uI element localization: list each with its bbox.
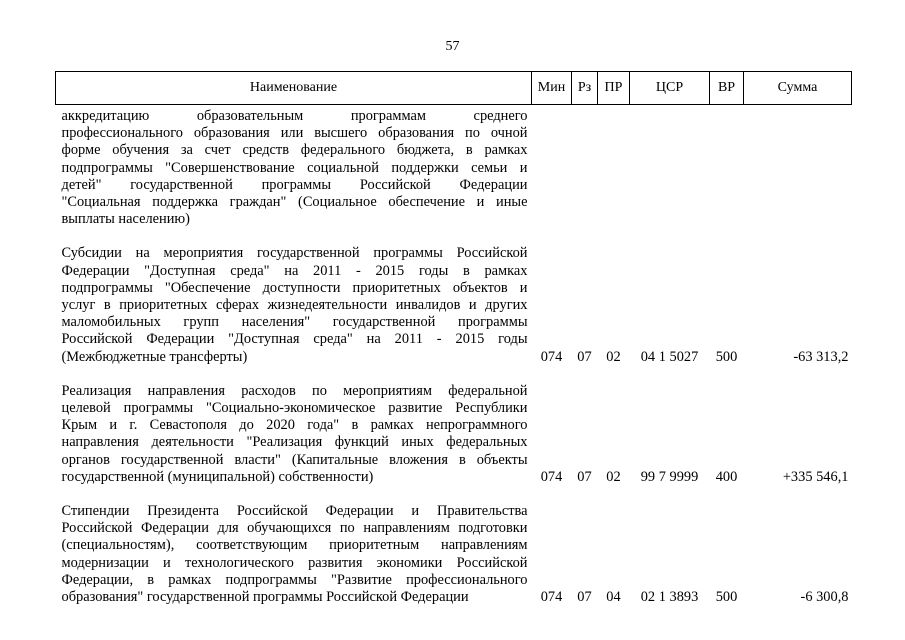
row-min: 074 xyxy=(540,589,563,606)
row-csr xyxy=(630,105,710,229)
table-row xyxy=(56,105,852,229)
name-line: аккредитацию образовательным программам среднего xyxy=(61,108,528,124)
row-vr: 500 xyxy=(715,348,738,365)
name-line: направления деятельности "Реализация функций иных федеральных xyxy=(61,434,528,451)
name-line: целевой программы "Социально-экономическое развитие Республики xyxy=(61,400,528,417)
name-line: маломобильных групп населения" государственной программы xyxy=(61,314,528,331)
name-line: государственной (муниципальной) собственности) xyxy=(61,468,374,485)
row-rz: 07 xyxy=(577,589,592,606)
row-name xyxy=(56,228,532,365)
row-csr: 99 7 9999 xyxy=(640,468,699,485)
row-rz: 07 xyxy=(577,468,592,485)
header-rz: Рз xyxy=(572,72,598,105)
name-line: выплаты населению) xyxy=(61,211,190,228)
row-vr xyxy=(710,105,744,229)
row-vr: 500 xyxy=(715,589,738,606)
row-name xyxy=(56,105,532,229)
header-name: Наименование xyxy=(56,72,532,105)
row-min: 074 xyxy=(540,468,563,485)
header-min: Мин xyxy=(532,72,572,105)
row-csr: 02 1 3893 xyxy=(640,589,699,606)
row-name xyxy=(56,486,532,606)
name-line: подпрограммы "Совершенствование социальной поддержки семьи и xyxy=(61,159,528,176)
name-line: услуг в приоритетных сферах жизнедеятельности инвалидов и других xyxy=(61,297,528,314)
row-name xyxy=(56,366,532,486)
header-sum: Сумма xyxy=(744,72,852,105)
name-line: детей" государственной программы Российской Федерации xyxy=(61,176,528,193)
row-pr: 04 xyxy=(606,589,621,606)
row-rz xyxy=(572,105,598,229)
name-line: "Социальная поддержка граждан" (Социальное обеспечение и иные xyxy=(61,194,528,211)
row-sum: +335 546,1 xyxy=(782,468,849,485)
row-pr: 02 xyxy=(606,348,621,365)
header-pr: ПР xyxy=(598,72,630,105)
name-line: модернизации и технологического развития экономики Российской xyxy=(61,554,528,571)
name-line: Субсидии на мероприятия государственной программы Российской xyxy=(61,245,528,262)
row-sum xyxy=(744,105,852,229)
name-line: Российской Федерации "Доступная среда" на 2011 - 2015 годы xyxy=(61,331,528,348)
table-row xyxy=(56,228,852,365)
table-body xyxy=(56,105,852,607)
row-csr: 04 1 5027 xyxy=(640,348,699,365)
row-min xyxy=(532,105,572,229)
header-csr: ЦСР xyxy=(630,72,710,105)
row-sum: -6 300,8 xyxy=(800,589,849,606)
name-line: профессионального образования или высшего образования по очной xyxy=(61,125,528,142)
name-line: образования" государственной программы Российской Федерации xyxy=(61,589,469,606)
budget-table xyxy=(55,71,852,606)
row-rz: 07 xyxy=(577,348,592,365)
page-number: 57 xyxy=(445,39,460,54)
name-line: Федерации "Доступная среда" на 2011 - 2015 годы в рамках xyxy=(61,262,528,279)
row-pr xyxy=(598,105,630,229)
name-line: форме обучения за счет средств федерального бюджета, в рамках xyxy=(61,142,528,159)
name-line: Федерации, в рамках подпрограммы "Развитие профессионального xyxy=(61,571,528,588)
name-line: подпрограммы "Обеспечение доступности приоритетных объектов и xyxy=(61,279,528,296)
name-line: Стипендии Президента Российской Федерации и Правительства xyxy=(61,503,528,520)
table-row xyxy=(56,486,852,606)
name-line: Крым и г. Севастополя до 2020 года" в рамках непрограммного xyxy=(61,417,528,434)
row-min: 074 xyxy=(540,348,563,365)
row-vr: 400 xyxy=(715,468,738,485)
name-line: Реализация направления расходов по мероприятиям федеральной xyxy=(61,382,528,399)
name-line: органов государственной власти" (Капитальные вложения в объекты xyxy=(61,451,528,468)
row-sum: -63 313,2 xyxy=(793,348,849,365)
row-pr: 02 xyxy=(606,468,621,485)
table-row xyxy=(56,366,852,486)
name-line: Российской Федерации для обучающихся по направлениям подготовки xyxy=(61,520,528,537)
name-line: (Межбюджетные трансферты) xyxy=(61,348,248,365)
name-line: (специальностям), соответствующим приоритетным направлениям xyxy=(61,537,528,554)
table-header xyxy=(56,72,852,105)
header-vr: ВР xyxy=(710,72,744,105)
